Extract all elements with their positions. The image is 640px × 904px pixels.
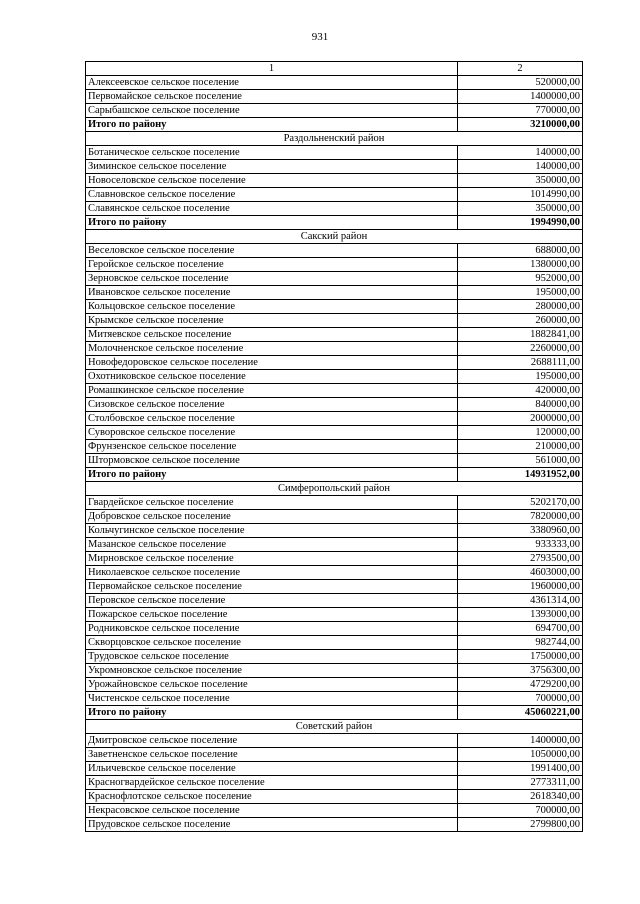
settlement-name: Урожайновское сельское поселение [86, 678, 458, 692]
table-row [86, 398, 583, 412]
settlement-name: Зерновское сельское поселение [86, 272, 458, 286]
settlement-name: Суворовское сельское поселение [86, 426, 458, 440]
table-row [86, 762, 583, 776]
amount-cell: 260000,00 [458, 314, 583, 328]
district-total-row [86, 706, 583, 720]
amount-cell: 1960000,00 [458, 580, 583, 594]
table-row [86, 524, 583, 538]
amount-cell: 5202170,00 [458, 496, 583, 510]
settlement-name: Фрунзенское сельское поселение [86, 440, 458, 454]
settlement-name: Веселовское сельское поселение [86, 244, 458, 258]
amount-cell: 2260000,00 [458, 342, 583, 356]
amount-cell: 1380000,00 [458, 258, 583, 272]
district-name: Сакский район [86, 230, 583, 244]
settlement-name: Алексеевское сельское поселение [86, 76, 458, 90]
table-row [86, 496, 583, 510]
settlement-name: Кольчугинское сельское поселение [86, 524, 458, 538]
total-amount: 1994990,00 [458, 216, 583, 230]
district-name: Раздольненский район [86, 132, 583, 146]
table-row [86, 734, 583, 748]
district-name: Симферопольский район [86, 482, 583, 496]
amount-cell: 4729200,00 [458, 678, 583, 692]
amount-cell: 840000,00 [458, 398, 583, 412]
table-row [86, 370, 583, 384]
settlement-name: Молочненское сельское поселение [86, 342, 458, 356]
amount-cell: 2799800,00 [458, 818, 583, 832]
table-row [86, 90, 583, 104]
amount-cell: 952000,00 [458, 272, 583, 286]
table-row [86, 412, 583, 426]
budget-table [85, 61, 583, 832]
settlement-name: Ботаническое сельское поселение [86, 146, 458, 160]
settlement-name: Сизовское сельское поселение [86, 398, 458, 412]
settlement-name: Охотниковское сельское поселение [86, 370, 458, 384]
table-row [86, 594, 583, 608]
settlement-name: Новофедоровское сельское поселение [86, 356, 458, 370]
amount-cell: 210000,00 [458, 440, 583, 454]
settlement-name: Красногвардейское сельское поселение [86, 776, 458, 790]
settlement-name: Столбовское сельское поселение [86, 412, 458, 426]
amount-cell: 700000,00 [458, 692, 583, 706]
table-header-row [86, 62, 583, 76]
settlement-name: Укромновское сельское поселение [86, 664, 458, 678]
amount-cell: 2618340,00 [458, 790, 583, 804]
settlement-name: Сарыбашское сельское поселение [86, 104, 458, 118]
table-row [86, 342, 583, 356]
column-header-2: 2 [458, 62, 583, 76]
table-row [86, 538, 583, 552]
settlement-name: Родниковское сельское поселение [86, 622, 458, 636]
table-row [86, 664, 583, 678]
amount-cell: 3756300,00 [458, 664, 583, 678]
settlement-name: Кольцовское сельское поселение [86, 300, 458, 314]
settlement-name: Чистенское сельское поселение [86, 692, 458, 706]
settlement-name: Заветненское сельское поселение [86, 748, 458, 762]
amount-cell: 2793500,00 [458, 552, 583, 566]
settlement-name: Пожарское сельское поселение [86, 608, 458, 622]
district-header-row [86, 720, 583, 734]
table-row [86, 300, 583, 314]
table-row [86, 104, 583, 118]
district-header-row [86, 132, 583, 146]
amount-cell: 120000,00 [458, 426, 583, 440]
table-row [86, 244, 583, 258]
table-row [86, 160, 583, 174]
amount-cell: 1882841,00 [458, 328, 583, 342]
total-label: Итого по району [86, 216, 458, 230]
amount-cell: 2773311,00 [458, 776, 583, 790]
settlement-name: Новоселовское сельское поселение [86, 174, 458, 188]
settlement-name: Крымское сельское поселение [86, 314, 458, 328]
table-row [86, 356, 583, 370]
table-row [86, 454, 583, 468]
table-row [86, 384, 583, 398]
amount-cell: 195000,00 [458, 286, 583, 300]
table-row [86, 426, 583, 440]
table-row [86, 258, 583, 272]
settlement-name: Славянское сельское поселение [86, 202, 458, 216]
amount-cell: 1400000,00 [458, 90, 583, 104]
amount-cell: 1400000,00 [458, 734, 583, 748]
district-header-row [86, 230, 583, 244]
table-body [86, 62, 583, 832]
table-row [86, 608, 583, 622]
amount-cell: 982744,00 [458, 636, 583, 650]
table-row [86, 76, 583, 90]
district-total-row [86, 468, 583, 482]
table-row [86, 636, 583, 650]
amount-cell: 561000,00 [458, 454, 583, 468]
total-amount: 14931952,00 [458, 468, 583, 482]
settlement-name: Мазанское сельское поселение [86, 538, 458, 552]
settlement-name: Прудовское сельское поселение [86, 818, 458, 832]
amount-cell: 4361314,00 [458, 594, 583, 608]
district-header-row [86, 482, 583, 496]
settlement-name: Мирновское сельское поселение [86, 552, 458, 566]
amount-cell: 694700,00 [458, 622, 583, 636]
table-row [86, 678, 583, 692]
amount-cell: 4603000,00 [458, 566, 583, 580]
settlement-name: Гвардейское сельское поселение [86, 496, 458, 510]
amount-cell: 350000,00 [458, 202, 583, 216]
district-total-row [86, 216, 583, 230]
amount-cell: 350000,00 [458, 174, 583, 188]
amount-cell: 1750000,00 [458, 650, 583, 664]
table-row [86, 286, 583, 300]
amount-cell: 933333,00 [458, 538, 583, 552]
amount-cell: 420000,00 [458, 384, 583, 398]
settlement-name: Некрасовское сельское поселение [86, 804, 458, 818]
amount-cell: 280000,00 [458, 300, 583, 314]
settlement-name: Геройское сельское поселение [86, 258, 458, 272]
total-label: Итого по району [86, 468, 458, 482]
table-row [86, 146, 583, 160]
amount-cell: 140000,00 [458, 146, 583, 160]
table-row [86, 314, 583, 328]
table-row [86, 818, 583, 832]
table-row [86, 580, 583, 594]
total-amount: 45060221,00 [458, 706, 583, 720]
total-amount: 3210000,00 [458, 118, 583, 132]
amount-cell: 1014990,00 [458, 188, 583, 202]
settlement-name: Добровское сельское поселение [86, 510, 458, 524]
settlement-name: Ромашкинское сельское поселение [86, 384, 458, 398]
table-row [86, 552, 583, 566]
amount-cell: 2000000,00 [458, 412, 583, 426]
settlement-name: Скворцовское сельское поселение [86, 636, 458, 650]
amount-cell: 2688111,00 [458, 356, 583, 370]
settlement-name: Дмитровское сельское поселение [86, 734, 458, 748]
settlement-name: Ивановское сельское поселение [86, 286, 458, 300]
amount-cell: 1050000,00 [458, 748, 583, 762]
table-row [86, 188, 583, 202]
amount-cell: 7820000,00 [458, 510, 583, 524]
table-row [86, 650, 583, 664]
table-row [86, 202, 583, 216]
table-row [86, 622, 583, 636]
table-row [86, 510, 583, 524]
table-row [86, 440, 583, 454]
amount-cell: 700000,00 [458, 804, 583, 818]
settlement-name: Краснофлотское сельское поселение [86, 790, 458, 804]
table-row [86, 174, 583, 188]
settlement-name: Ильичевское сельское поселение [86, 762, 458, 776]
settlement-name: Трудовское сельское поселение [86, 650, 458, 664]
table-row [86, 790, 583, 804]
amount-cell: 140000,00 [458, 160, 583, 174]
table-row [86, 272, 583, 286]
amount-cell: 1393000,00 [458, 608, 583, 622]
settlement-name: Перовское сельское поселение [86, 594, 458, 608]
table-row [86, 328, 583, 342]
settlement-name: Николаевское сельское поселение [86, 566, 458, 580]
column-header-1: 1 [86, 62, 458, 76]
district-total-row [86, 118, 583, 132]
settlement-name: Зиминское сельское поселение [86, 160, 458, 174]
amount-cell: 688000,00 [458, 244, 583, 258]
table-row [86, 748, 583, 762]
table-row [86, 804, 583, 818]
amount-cell: 770000,00 [458, 104, 583, 118]
settlement-name: Митяевское сельское поселение [86, 328, 458, 342]
amount-cell: 1991400,00 [458, 762, 583, 776]
page-number: 931 [311, 31, 329, 43]
settlement-name: Первомайское сельское поселение [86, 580, 458, 594]
table-row [86, 776, 583, 790]
table-row [86, 566, 583, 580]
settlement-name: Первомайское сельское поселение [86, 90, 458, 104]
district-name: Советский район [86, 720, 583, 734]
settlement-name: Славновское сельское поселение [86, 188, 458, 202]
amount-cell: 3380960,00 [458, 524, 583, 538]
amount-cell: 520000,00 [458, 76, 583, 90]
table-row [86, 692, 583, 706]
total-label: Итого по району [86, 706, 458, 720]
amount-cell: 195000,00 [458, 370, 583, 384]
settlement-name: Штормовское сельское поселение [86, 454, 458, 468]
total-label: Итого по району [86, 118, 458, 132]
